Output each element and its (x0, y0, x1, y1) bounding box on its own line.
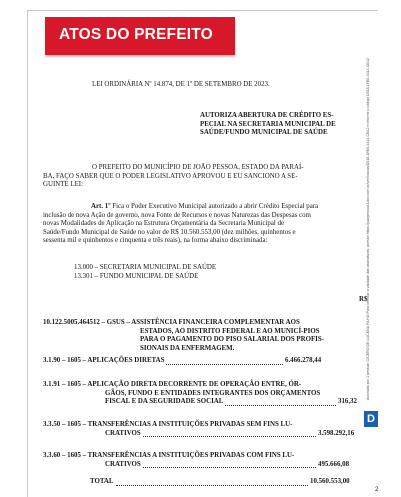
ementa-line-3: SAÚDE/FUNDO MUNICIPAL DE SAÚDE (200, 129, 328, 136)
item-3360-line-2: CRATIVOS (105, 460, 141, 468)
program-line-3: PARA O PAGAMENTO DO PISO SALARIAL DOS PROFIS- (140, 336, 324, 343)
item-3191-line-2: GÃOS, FUNDO E ENTIDADES INTEGRANTES DOS ORÇAMENTOS (105, 389, 321, 397)
page-number: 2 (375, 487, 379, 493)
total-value: 10.560.553,00 (310, 478, 350, 485)
1doc-seal-icon: D (364, 411, 378, 427)
art1-line-5: sessenta mil e quinhentos e cinquenta e três reais), na forma abaixo discriminada: (43, 237, 268, 244)
art1-line-3: novas Modalidades de Aplicação na Estrutura Orçamentária da Secretaria Municipal de (43, 220, 285, 227)
art1-line-2: inclusão de nova Ação de governo, nova Fonte de Recursos e novas Naturezas das Despesas com (43, 211, 311, 219)
item-3350-value: 3.598.292,16 (318, 429, 355, 437)
item-3190-line-1: 3.1.90 – 1605 – APLICAÇÕES DIRETAS (43, 357, 165, 364)
unit-secretaria: 13.000 – SECRETARIA MUNICIPAL DE SAÚDE (74, 264, 217, 271)
program-line-2: ESTADOS, AO DISTRITO FEDERAL E AO MUNICÍ-PIOS (140, 327, 320, 335)
item-3350-line-1: 3.3.50 – 1605 – TRANSFERÊNCIAS A INSTITUIÇÕES PRIVADAS SEM FINS LU- (43, 421, 293, 428)
dot-leader (143, 436, 316, 437)
art1-line-1: Fica o Poder Executivo Municipal autorizado a abrir Crédito Especial para (112, 203, 319, 210)
art1-line-4: Saúde/Fundo Municipal de Saúde no valor de R$ 10.560.553,00 (dez milhões, quinhentos e (43, 228, 296, 236)
law-title: LEI ORDINÁRIA Nº 14.874, DE 1º DE SETEMBRO DE 2023. (92, 81, 270, 88)
preamble-line-2: BA, FAÇO SABER QUE O PODER LEGISLATIVO APROVOU E EU SANCIONO A SE- (43, 172, 298, 180)
program-line-4: SIONAIS DA ENFERMAGEM. (140, 344, 235, 352)
item-3360-value: 495.666,08 (318, 460, 350, 468)
dot-leader (143, 467, 316, 468)
signature-side-note (366, 40, 378, 400)
preamble-line-1: O PREFEITO DO MUNICÍPIO DE JOÃO PESSOA, ESTADO DA PARAÍ- (92, 164, 304, 171)
dot-leader (225, 405, 336, 406)
preamble-line-3: GUINTE LEI: (43, 181, 83, 188)
signature-side-text: Assinado por 1 pessoa: CICERO DE LUCENA FILHO Para verificar a validade das assinaturas, acesse https://joaopessoa.1doc.com.br/verificacao/D518-1FB0-4314-CB42 e informe o código D518-1FB0-4314-CB42 (366, 58, 370, 400)
unit-fundo: 13.301 – FUNDO MUNICIPAL DE SAÚDE (74, 273, 199, 280)
item-3191-line-3: FISCAL E DA SEGURIDADE SOCIAL (105, 398, 224, 405)
dot-leader (116, 485, 309, 486)
currency-header: R$ (359, 296, 368, 303)
program-line-1: 10.122.5005.464512 – GSUS – ASSISTÊNCIA FINANCEIRA COMPLEMENTAR AOS (43, 319, 300, 326)
art1-first-line (91, 203, 318, 212)
item-3191-line-1: 3.1.91 – 1605 – APLICAÇÃO DIRETA DECORRENTE DE OPERAÇÃO ENTRE, ÓR- (43, 381, 302, 388)
item-3190-value: 6.466.278,44 (285, 357, 322, 364)
ementa-line-1: AUTORIZA ABERTURA DE CRÉDITO ES- (200, 112, 334, 119)
item-3191-value: 316,32 (338, 398, 357, 405)
item-3350-line-2: CRATIVOS (105, 429, 141, 437)
total-label: TOTAL (90, 478, 114, 485)
item-3360-line-1: 3.3.60 – 1605 – TRANSFERÊNCIAS A INSTITUIÇÕES PRIVADAS COM FINS LU- (43, 452, 295, 459)
dot-leader (166, 364, 283, 365)
ementa-line-2: PECIAL NA SECRETARIA MUNICIPAL DE (200, 120, 336, 128)
art1-label: Art. 1º (91, 203, 111, 210)
section-title: ATOS DO PREFEITO (59, 26, 213, 43)
